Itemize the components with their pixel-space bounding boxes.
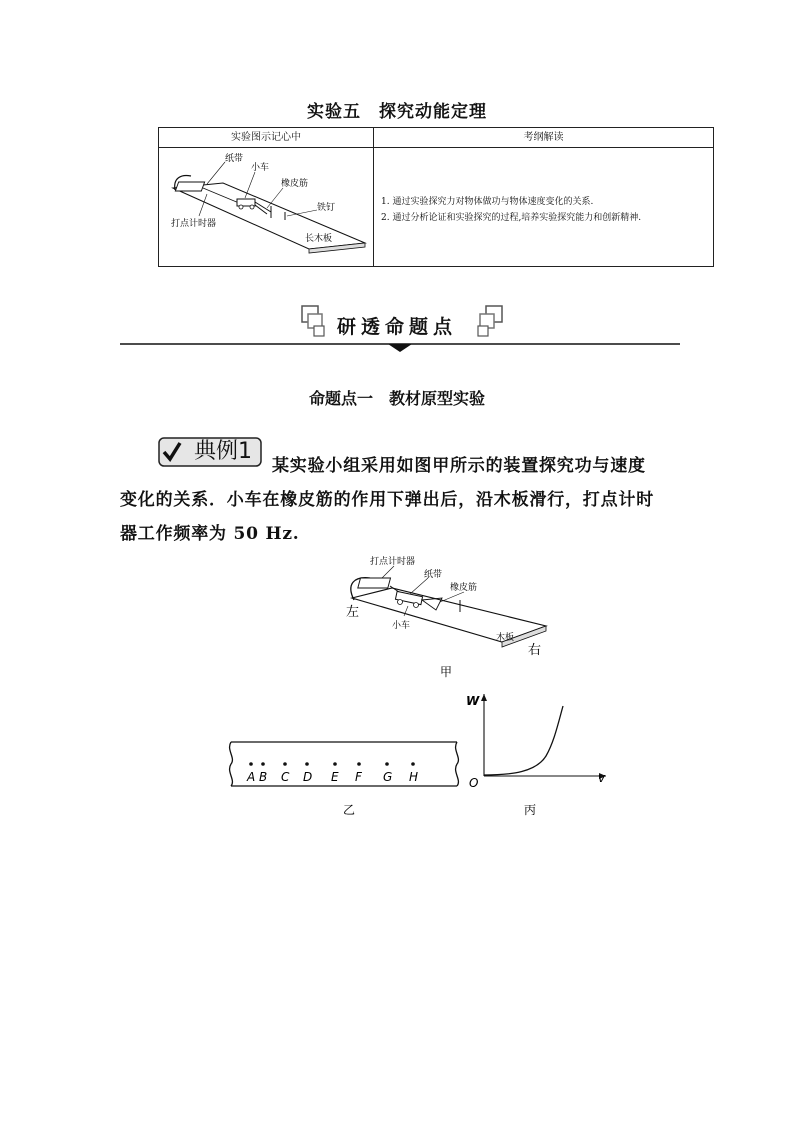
exam-points xyxy=(381,194,641,226)
figure-jia xyxy=(340,550,560,680)
tape-point-label: D xyxy=(303,770,313,784)
jia-label-board: 木板 xyxy=(496,633,515,643)
tape-point-label: C xyxy=(281,770,290,784)
figure-yi-caption: 乙 xyxy=(343,803,356,817)
figure-yi xyxy=(225,736,465,820)
tape-point-label: A xyxy=(247,770,256,784)
x-axis-label: v xyxy=(598,771,606,785)
jia-label-right: 右 xyxy=(528,643,542,658)
tape-point-label: E xyxy=(331,770,339,784)
title-part2: 探究动能定理 xyxy=(379,102,487,122)
table-header-right: 考纲解读 xyxy=(374,128,713,148)
subhead-part1: 命题点一 xyxy=(308,389,373,408)
tape-dot xyxy=(333,762,337,766)
label-timer: 打点计时器 xyxy=(171,219,217,229)
figure-bing-caption: 丙 xyxy=(524,803,537,817)
jia-label-tape: 纸带 xyxy=(424,570,443,580)
label-cart: 小车 xyxy=(251,163,270,173)
label-tape: 纸带 xyxy=(225,154,244,164)
tape-dot xyxy=(261,762,265,766)
example-text-line-1: 某实验小组采用如图甲所示的装置探究功与速度 xyxy=(272,456,646,476)
example-badge-label: 典例1 xyxy=(194,439,252,464)
tape-point-label: H xyxy=(409,770,419,784)
tape-dot xyxy=(411,762,415,766)
tape-dot xyxy=(249,762,253,766)
w-v-curve xyxy=(484,706,563,775)
example-text-line-3: 器工作频率为 50 Hz. xyxy=(120,524,300,544)
point-1: 1. 通过实验探究力对物体做功与物体速度变化的关系. xyxy=(381,197,594,207)
label-nail: 铁钉 xyxy=(317,203,336,213)
tape-dot xyxy=(385,762,389,766)
point-2: 2. 通过分析论证和实验探究的过程,培养实验探究能力和创新精神. xyxy=(381,213,642,223)
tape-dot xyxy=(305,762,309,766)
label-board: 长木板 xyxy=(305,234,333,244)
example-text-line-2: 变化的关系．小车在橡皮筋的作用下弹出后，沿木板滑行，打点计时 xyxy=(120,490,654,510)
table-divider xyxy=(373,128,374,266)
tape-dot xyxy=(357,762,361,766)
subhead-part2: 教材原型实验 xyxy=(389,389,486,408)
y-axis-label: W xyxy=(466,694,480,708)
figure-jia-caption: 甲 xyxy=(440,665,453,679)
page-title xyxy=(0,97,794,122)
tape-point-label: F xyxy=(355,770,362,784)
title-part1: 实验五 xyxy=(307,102,361,122)
tape-point-label: G xyxy=(383,770,393,784)
tape-point-label: B xyxy=(259,770,268,784)
jia-label-rubber: 橡皮筋 xyxy=(450,583,478,593)
table-header-left: 实验图示记心中 xyxy=(159,128,373,148)
info-table xyxy=(158,127,714,267)
jia-label-left: 左 xyxy=(346,605,360,620)
label-rubber: 橡皮筋 xyxy=(281,179,309,189)
jia-label-timer: 打点计时器 xyxy=(370,557,416,567)
tape-dot xyxy=(283,762,287,766)
figure-bing xyxy=(462,690,612,820)
jia-label-cart: 小车 xyxy=(392,621,411,631)
apparatus-figure-small xyxy=(159,148,373,266)
tape-points xyxy=(246,762,418,784)
section-subheading xyxy=(0,386,794,409)
banner-title: 研透命题点 xyxy=(336,316,457,338)
origin-label: O xyxy=(469,776,479,790)
